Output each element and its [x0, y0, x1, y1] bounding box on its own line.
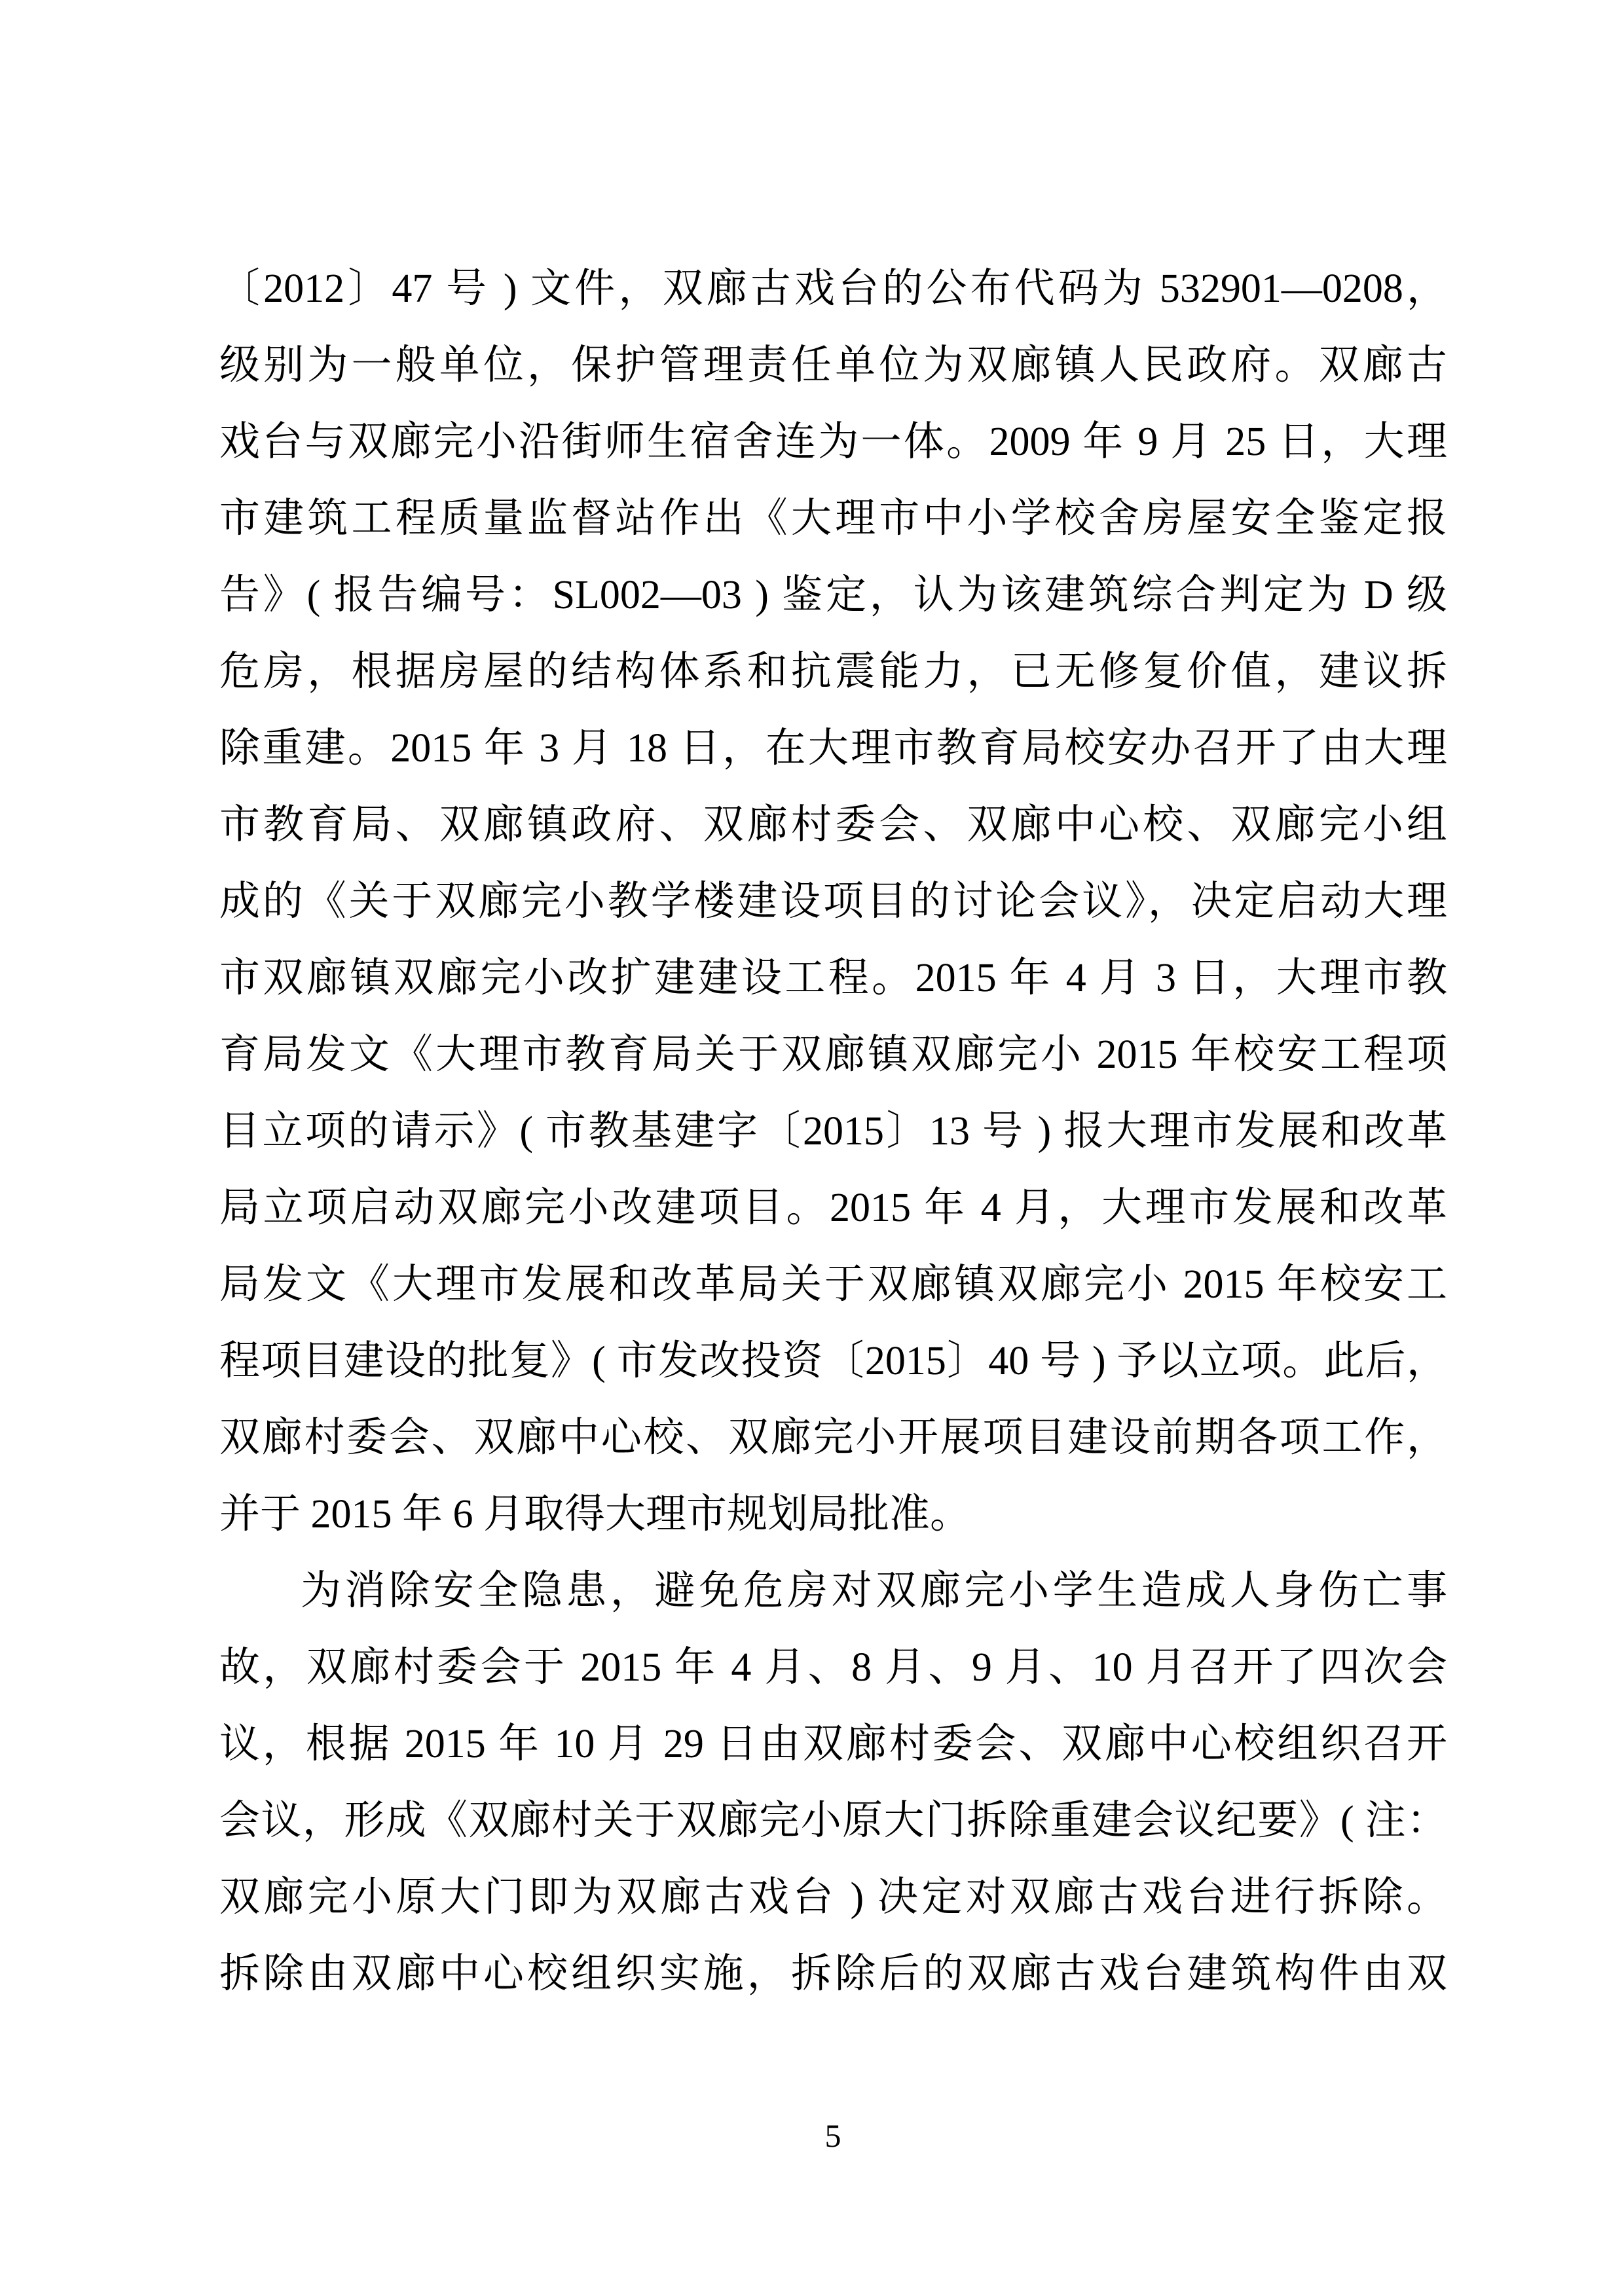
text-line: 为消除安全隐患，避免危房对双廊完小学生造成人身伤亡事	[301, 1569, 1447, 1613]
text-line: 会议，形成《双廊村关于双廊完小原大门拆除重建会议纪要》( 注：	[219, 1798, 1447, 1843]
text-line: 双廊完小原大门即为双廊古戏台 ) 决定对双廊古戏台进行拆除。	[219, 1875, 1447, 1920]
page-number: 5	[824, 2117, 841, 2154]
text-line: 级别为一般单位，保护管理责任单位为双廊镇人民政府。双廊古	[219, 343, 1447, 388]
text-line: 双廊村委会、双廊中心校、双廊完小开展项目建设前期各项工作，	[219, 1415, 1447, 1460]
text-line: 除重建。2015 年 3 月 18 日，在大理市教育局校安办召开了由大理	[219, 726, 1447, 771]
text-line: 目立项的请示》( 市教基建字〔2015〕13 号 ) 报大理市发展和改革	[219, 1109, 1447, 1154]
text-line: 市教育局、双廊镇政府、双廊村委会、双廊中心校、双廊完小组	[219, 803, 1447, 847]
text-line: 并于 2015 年 6 月取得大理市规划局批准。	[219, 1492, 971, 1537]
text-line: 市双廊镇双廊完小改扩建建设工程。2015 年 4 月 3 日，大理市教	[219, 956, 1447, 1000]
document-body	[219, 251, 1447, 2013]
text-line: 局发文《大理市发展和改革局关于双廊镇双廊完小 2015 年校安工	[219, 1262, 1447, 1307]
text-line: 市建筑工程质量监督站作出《大理市中小学校舍房屋安全鉴定报	[219, 496, 1447, 541]
text-line: 〔2012〕47 号 ) 文件，双廊古戏台的公布代码为 532901—0208，	[219, 266, 1447, 311]
text-line: 危房，根据房屋的结构体系和抗震能力，已无修复价值，建议拆	[219, 649, 1447, 694]
text-line: 局立项启动双廊完小改建项目。2015 年 4 月，大理市发展和改革	[219, 1186, 1447, 1230]
text-line: 戏台与双廊完小沿街师生宿舍连为一体。2009 年 9 月 25 日，大理	[219, 420, 1447, 464]
text-line: 告》( 报告编号：SL002—03 ) 鉴定，认为该建筑综合判定为 D 级	[219, 573, 1447, 617]
text-line: 议，根据 2015 年 10 月 29 日由双廊村委会、双廊中心校组织召开	[219, 1722, 1447, 1766]
text-line: 程项目建设的批复》( 市发改投资〔2015〕40 号 ) 予以立项。此后，	[219, 1339, 1447, 1383]
text-line: 育局发文《大理市教育局关于双廊镇双廊完小 2015 年校安工程项	[219, 1032, 1447, 1077]
text-line: 故，双廊村委会于 2015 年 4 月、8 月、9 月、10 月召开了四次会	[219, 1645, 1447, 1690]
text-line: 成的《关于双廊完小教学楼建设项目的讨论会议》，决定启动大理	[219, 879, 1447, 924]
text-line: 拆除由双廊中心校组织实施，拆除后的双廊古戏台建筑构件由双	[219, 1952, 1447, 1996]
